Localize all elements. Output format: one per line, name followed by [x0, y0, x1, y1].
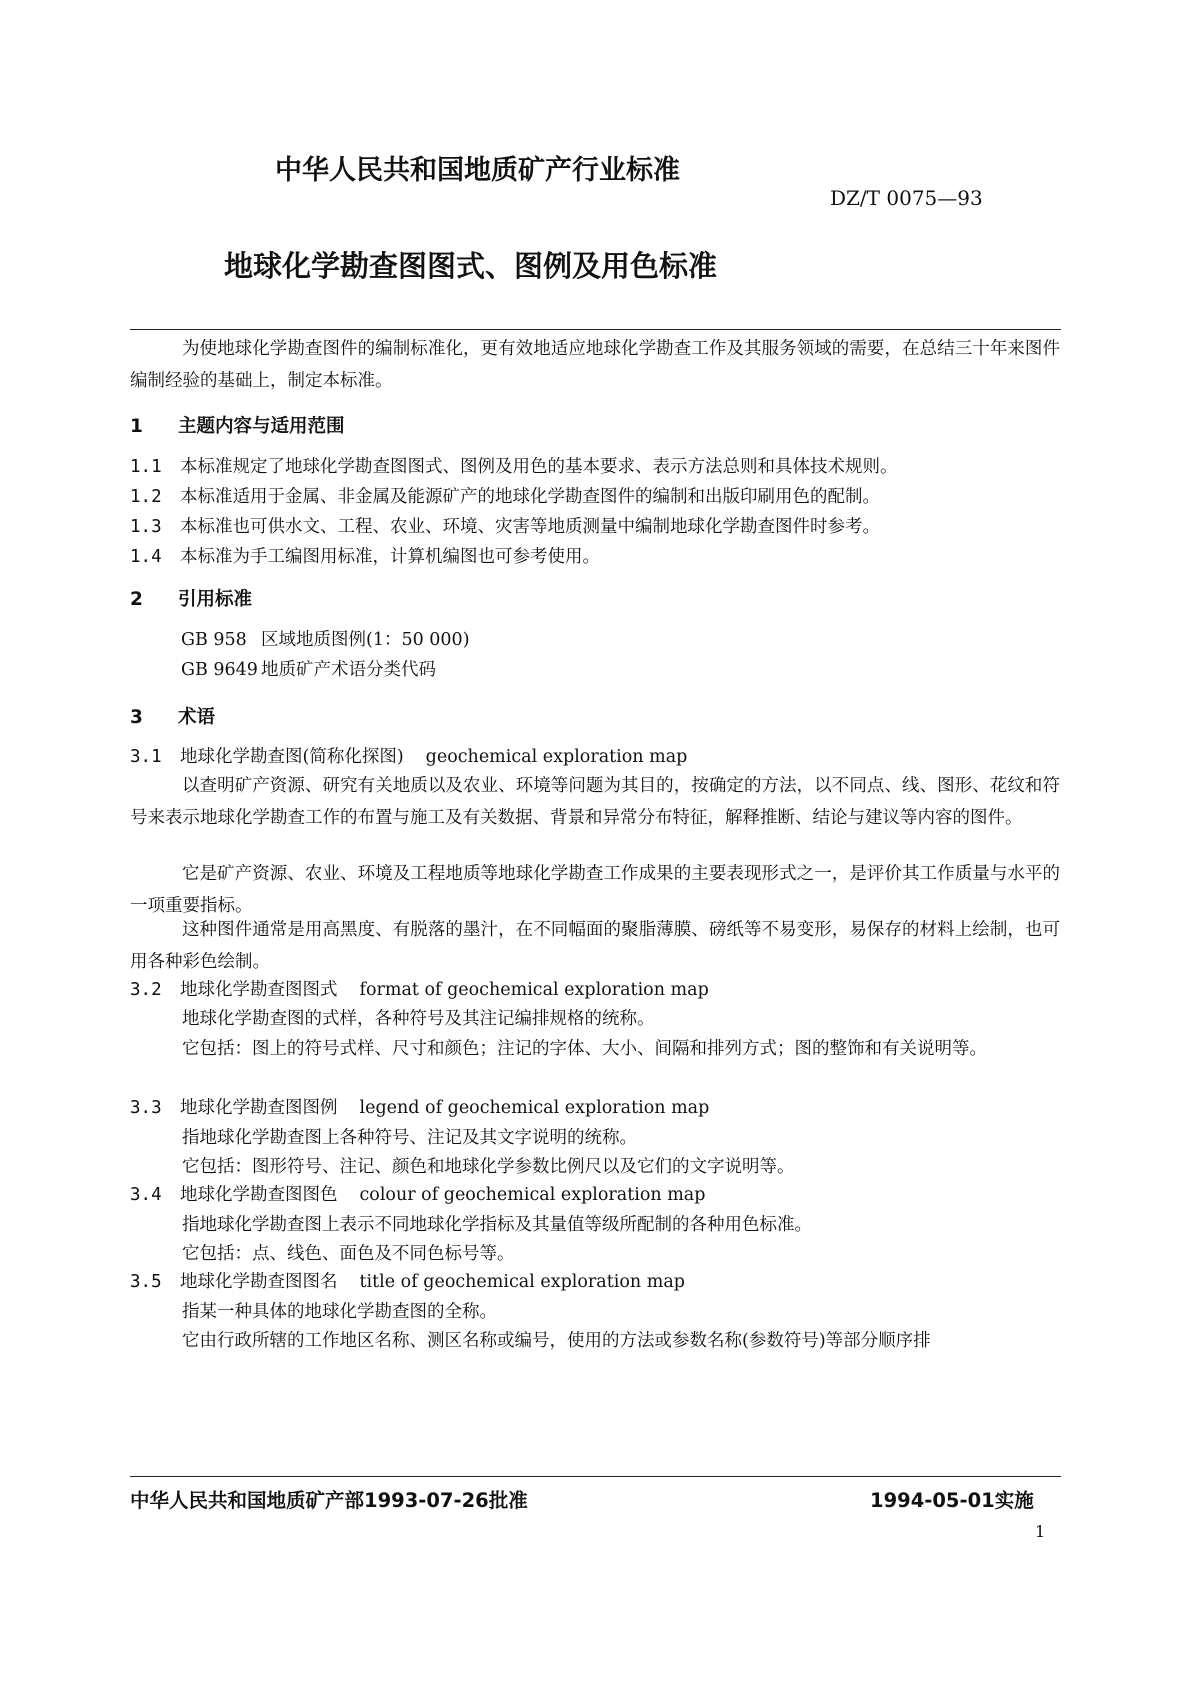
clause-1-1	[130, 452, 898, 482]
term-number: 3.1	[130, 747, 162, 767]
term-chinese: 地球化学勘查图图式	[180, 980, 338, 1000]
clause-number: 1.2	[130, 487, 162, 507]
header-divider	[130, 329, 1061, 330]
term-chinese: 地球化学勘查图图例	[180, 1098, 338, 1118]
term-english: format of geochemical exploration map	[359, 980, 709, 1000]
clause-number: 1.1	[130, 457, 162, 477]
term-number: 3.5	[130, 1272, 162, 1292]
term-3-5-heading	[130, 1267, 685, 1297]
term-3-1-heading	[130, 742, 687, 772]
term-english: title of geochemical exploration map	[359, 1272, 685, 1292]
term-chinese: 地球化学勘查图图色	[180, 1185, 338, 1205]
term-english: colour of geochemical exploration map	[359, 1185, 706, 1205]
approval-line: 中华人民共和国地质矿产部1993-07-26批准	[130, 1489, 528, 1512]
term-3-1-note: 这种图件通常是用高黑度、有脱落的墨汁，在不同幅面的聚脂薄膜、磅纸等不易变形，易保存的材料上绘制，也可用各种彩色绘制。	[130, 920, 1060, 972]
term-3-3-definition: 指地球化学勘查图上各种符号、注记及其文字说明的统称。	[182, 1128, 637, 1148]
footer-divider	[130, 1476, 1061, 1477]
term-number: 3.2	[130, 980, 162, 1000]
standard-code: DZ/T 0075—93	[830, 186, 983, 210]
clause-text: 本标准规定了地球化学勘查图图式、图例及用色的基本要求、表示方法总则和具体技术规则。	[180, 457, 898, 477]
section-title: 引用标准	[178, 589, 253, 610]
term-3-5-note: 它由行政所辖的工作地区名称、测区名称或编号，使用的方法或参数名称(参数符号)等部分顺序排	[182, 1331, 931, 1351]
term-3-1-definition: 以查明矿产资源、研究有关地质以及农业、环境等问题为其目的，按确定的方法，以不同点、线、图形、花纹和符号来表示地球化学勘查工作的布置与施工及有关数据、背景和异常分布特征，解释推断、结论与建议等内容的图件。	[130, 776, 1060, 828]
term-chinese: 地球化学勘查图图名	[180, 1272, 338, 1292]
page-number: 1	[1035, 1522, 1046, 1541]
term-number: 3.4	[130, 1185, 162, 1205]
term-3-4-heading	[130, 1180, 705, 1210]
effective-date: 1994-05-01实施	[870, 1489, 1034, 1512]
clause-1-3	[130, 512, 880, 542]
section-1-heading	[130, 412, 345, 438]
term-chinese: 地球化学勘查图(简称化探图)	[180, 747, 404, 767]
term-number: 3.3	[130, 1098, 162, 1118]
section-title: 术语	[178, 707, 216, 728]
clause-1-2	[130, 482, 880, 512]
term-english: geochemical exploration map	[425, 747, 688, 767]
section-3-heading	[130, 703, 215, 729]
section-number: 1	[130, 416, 143, 437]
term-3-5-definition: 指某一种具体的地球化学勘查图的全称。	[182, 1302, 497, 1322]
term-english: legend of geochemical exploration map	[359, 1098, 710, 1118]
clause-1-4	[130, 542, 600, 572]
org-title: 中华人民共和国地质矿产行业标准	[275, 155, 680, 186]
term-3-4-note: 它包括：点、线色、面色及不同色标号等。	[182, 1244, 515, 1264]
intro-paragraph: 为使地球化学勘查图件的编制标准化，更有效地适应地球化学勘查工作及其服务领域的需要，在总结三十年来图件编制经验的基础上，制定本标准。	[130, 339, 1060, 391]
clause-number: 1.3	[130, 517, 162, 537]
term-3-1-note: 它是矿产资源、农业、环境及工程地质等地球化学勘查工作成果的主要表现形式之一，是评价其工作质量与水平的一项重要指标。	[130, 864, 1060, 916]
term-3-2-note: 它包括：图上的符号式样、尺寸和颜色；注记的字体、大小、间隔和排列方式；图的整饰和有关说明等。	[182, 1039, 987, 1059]
clause-text: 本标准适用于金属、非金属及能源矿产的地球化学勘查图件的编制和出版印刷用色的配制。	[180, 487, 880, 507]
term-3-2-definition: 地球化学勘查图的式样，各种符号及其注记编排规格的统称。	[182, 1009, 655, 1029]
clause-number: 1.4	[130, 547, 162, 567]
clause-text: 本标准也可供水文、工程、农业、环境、灾害等地质测量中编制地球化学勘查图件时参考。	[180, 517, 880, 537]
reference-gb958	[181, 626, 470, 651]
term-3-2-heading	[130, 975, 709, 1005]
section-number: 3	[130, 707, 143, 728]
reference-code: GB 958	[181, 630, 247, 650]
term-3-4-definition: 指地球化学勘查图上表示不同地球化学指标及其量值等级所配制的各种用色标准。	[182, 1215, 812, 1235]
term-3-3-note: 它包括：图形符号、注记、颜色和地球化学参数比例尺以及它们的文字说明等。	[182, 1157, 795, 1177]
reference-title: 区域地质图例(1：50 000)	[261, 630, 470, 650]
reference-gb9649	[181, 656, 436, 681]
reference-code: GB 9649	[181, 660, 258, 680]
section-2-heading	[130, 585, 252, 611]
section-title: 主题内容与适用范围	[178, 416, 345, 437]
section-number: 2	[130, 589, 143, 610]
clause-text: 本标准为手工编图用标准，计算机编图也可参考使用。	[180, 547, 600, 567]
reference-title: 地质矿产术语分类代码	[261, 660, 436, 680]
term-3-3-heading	[130, 1093, 709, 1123]
document-title: 地球化学勘查图图式、图例及用色标准	[224, 249, 718, 283]
